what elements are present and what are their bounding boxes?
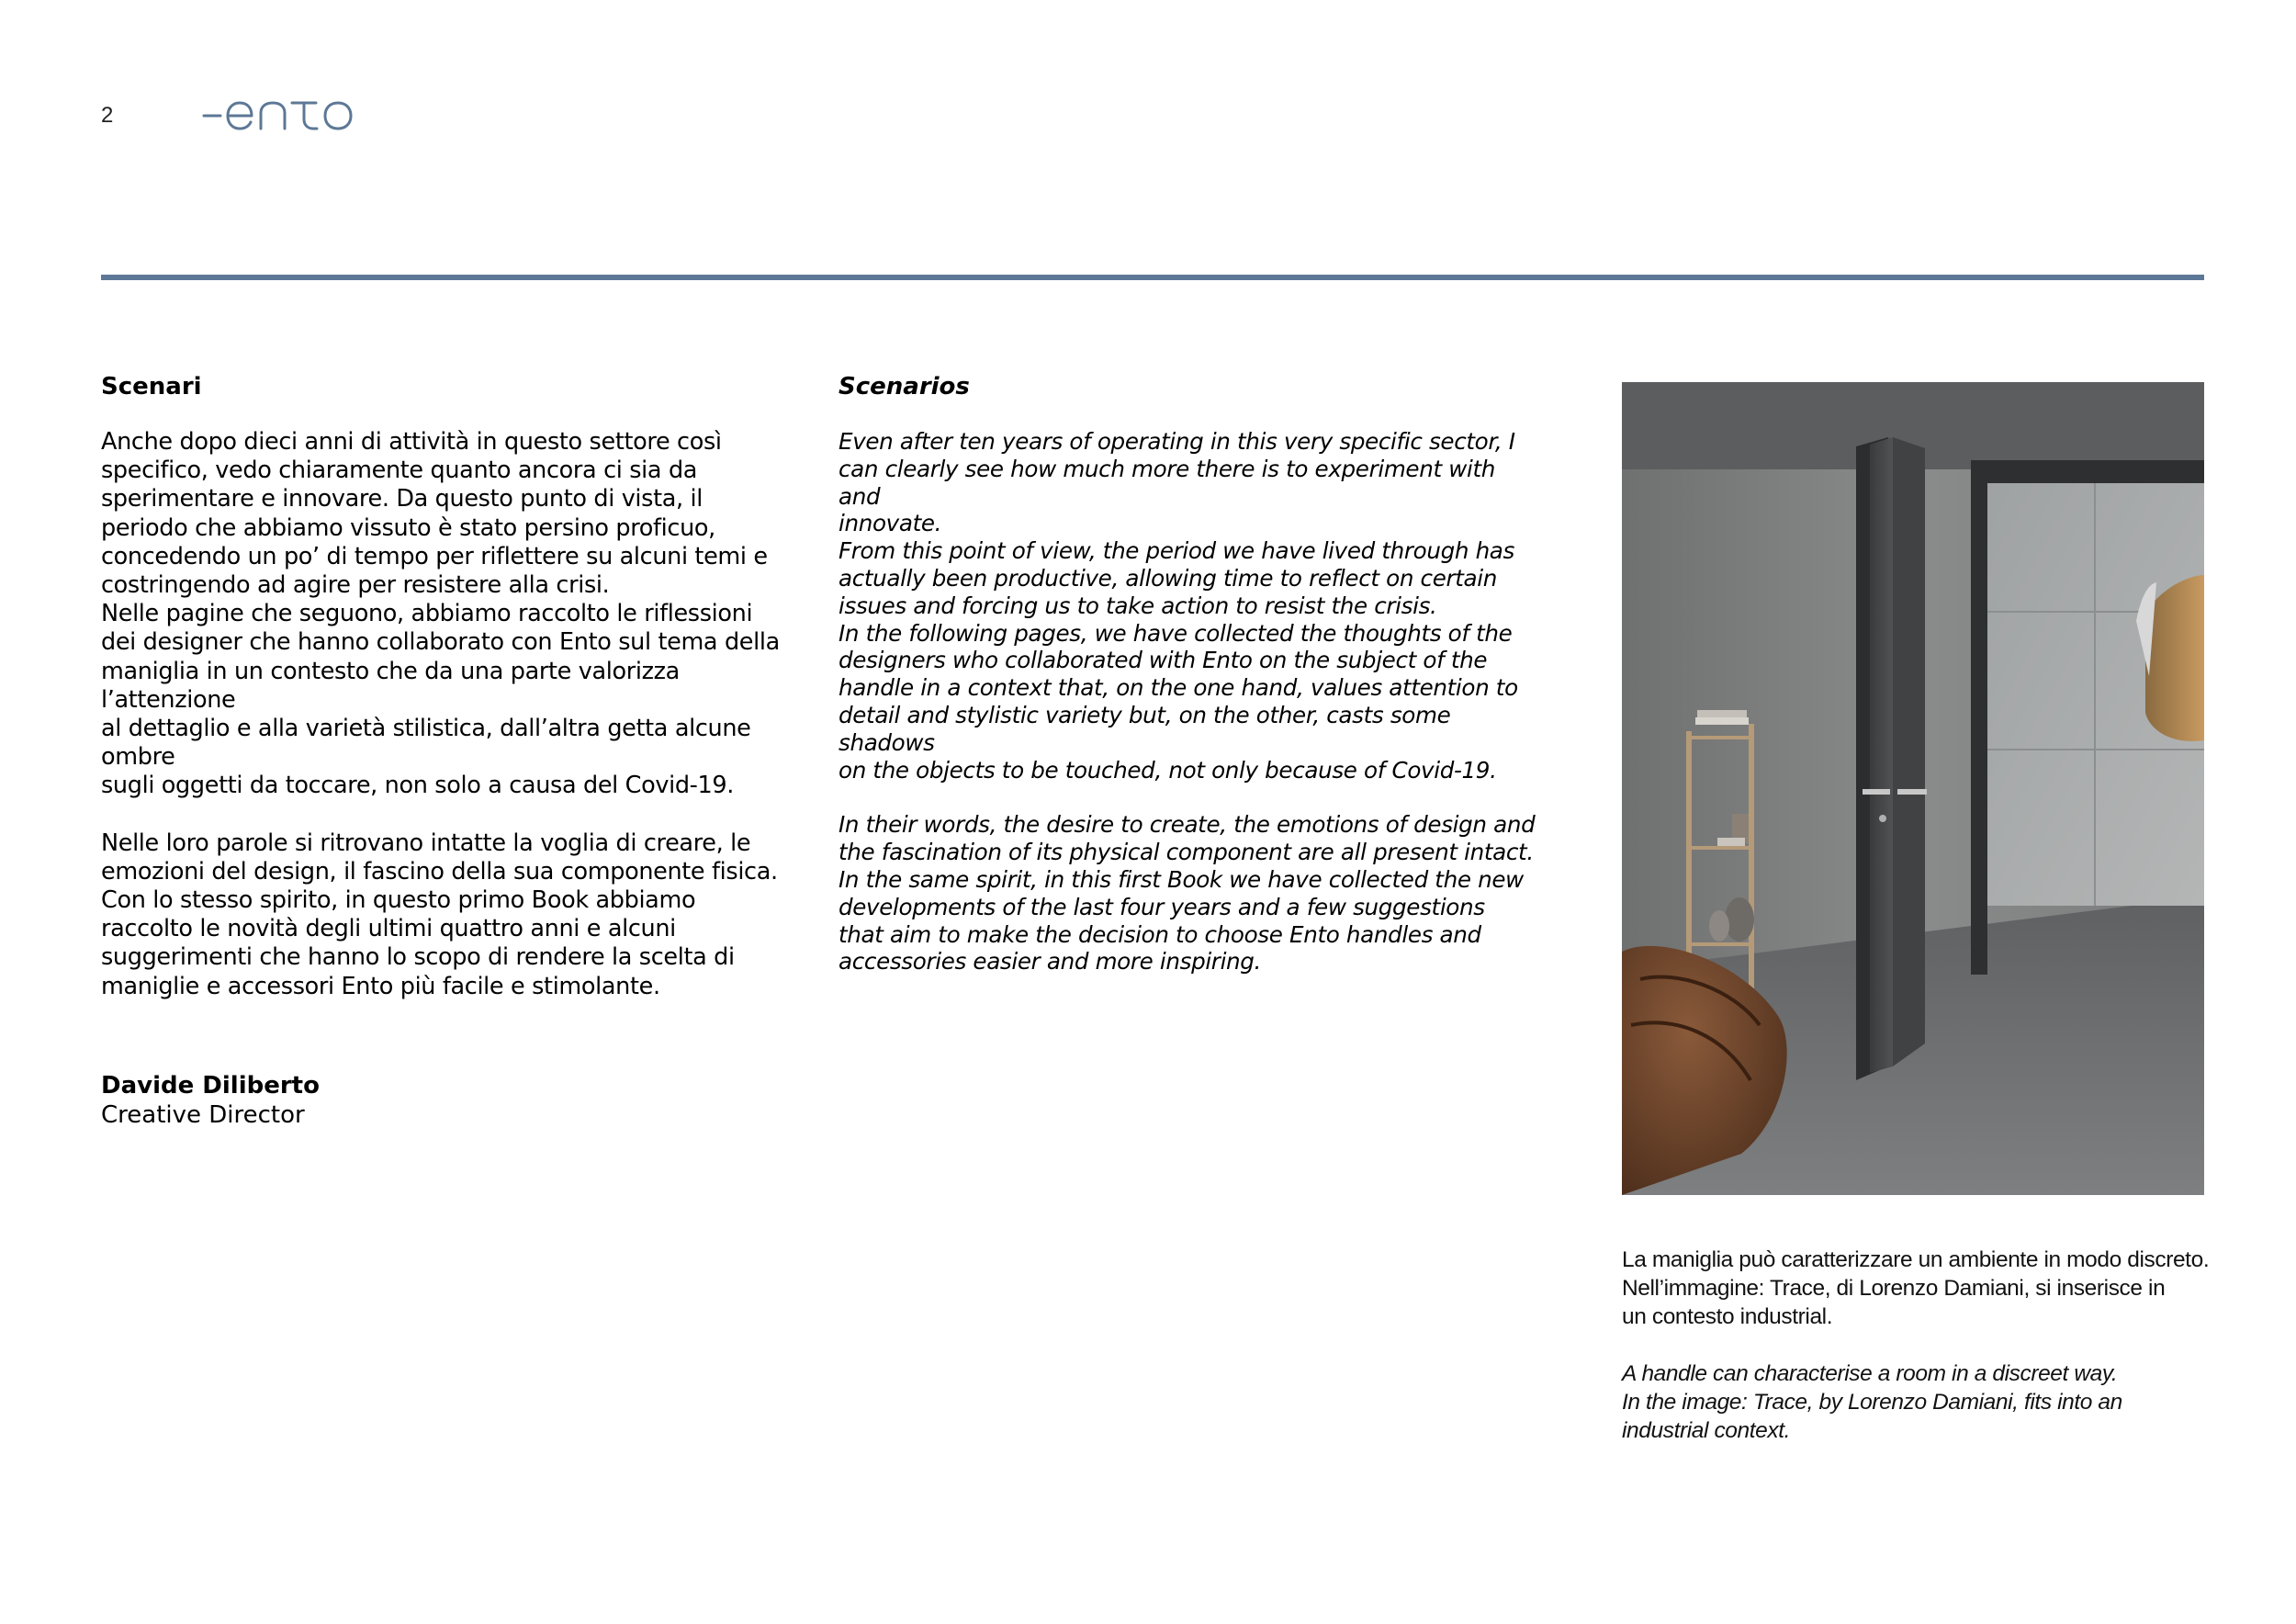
english-line: issues and forcing us to take action to resist the crisis.: [838, 592, 1437, 619]
italian-line: al dettaglio e alla varietà stilistica, dall’altra getta alcune ombre: [101, 715, 751, 772]
italian-line: maniglie e accessori Ento più facile e stimolante.: [101, 972, 660, 1000]
english-line: In the same spirit, in this first Book we have collected the new: [838, 865, 1524, 893]
caption-english-line: industrial context.: [1622, 1418, 1791, 1443]
italian-line: Nelle pagine che seguono, abbiamo raccolto le riflessioni: [101, 600, 753, 628]
author-name: Davide Diliberto: [101, 1072, 320, 1100]
interior-scene: [1622, 382, 2204, 1195]
english-line: detail and stylistic variety but, on the other, casts some shadows: [838, 701, 1451, 756]
english-line: innovate.: [838, 510, 942, 537]
english-line: In their words, the desire to create, the emotions of design and: [838, 811, 1536, 839]
english-line: handle in a context that, on the one hand, values attention to: [838, 674, 1518, 702]
italian-line: periodo che abbiamo vissuto è stato persino proficuo,: [101, 513, 715, 542]
italian-line: specifico, vedo chiaramente quanto ancora ci sia da: [101, 457, 698, 485]
caption-english-line: In the image: Trace, by Lorenzo Damiani, fits into an: [1622, 1390, 2122, 1415]
italian-line: Anche dopo dieci anni di attività in questo settore così: [101, 428, 722, 456]
english-line: From this point of view, the period we have lived through has: [838, 537, 1514, 565]
author-role: Creative Director: [101, 1101, 305, 1129]
english-column: [838, 371, 1536, 976]
caption-italian-line: La maniglia può caratterizzare un ambiente in modo discreto.: [1622, 1247, 2210, 1272]
english-line: Even after ten years of operating in this very specific sector, I: [838, 428, 1515, 455]
italian-line: Nelle loro parole si ritrovano intatte la voglia di creare, le: [101, 829, 751, 857]
signature: [101, 1071, 652, 1130]
italian-line: costringendo ad agire per resistere alla crisi.: [101, 571, 610, 600]
italian-line: concedendo un po’ di tempo per riflettere su alcuni temi e: [101, 542, 768, 570]
interior-illustration: [1622, 382, 2204, 1195]
italian-line: raccolto le novità degli ultimi quattro anni e alcuni: [101, 915, 676, 943]
caption-italian-line: un contesto industrial.: [1622, 1304, 1833, 1329]
header-divider: [101, 275, 2204, 280]
ento-logo: [200, 88, 366, 140]
english-heading: Scenarios: [838, 373, 970, 400]
english-line: designers who collaborated with Ento on the subject of the: [838, 647, 1488, 674]
page-number: 2: [101, 103, 114, 128]
italian-line: maniglia in un contesto che da una parte valorizza l’attenzione: [101, 657, 680, 714]
italian-line: sugli oggetti da toccare, non solo a causa del Covid-19.: [101, 772, 735, 800]
english-line: the fascination of its physical component are all present intact.: [838, 839, 1534, 866]
english-line: developments of the last four years and a few suggestions: [838, 893, 1485, 920]
italian-line: sperimentare e innovare. Da questo punto di vista, il: [101, 485, 703, 513]
ento-logo-mark: [200, 88, 366, 140]
caption-english-line: A handle can characterise a room in a discreet way.: [1622, 1361, 2118, 1386]
english-line: actually been productive, allowing time to reflect on certain: [838, 564, 1497, 592]
english-line: accessories easier and more inspiring.: [838, 948, 1262, 976]
image-caption: [1622, 1246, 2228, 1445]
italian-line: suggerimenti che hanno lo scopo di rendere la scelta di: [101, 943, 735, 972]
italian-line: Con lo stesso spirito, in questo primo Book abbiamo: [101, 886, 696, 915]
caption-italian-line: Nell’immagine: Trace, di Lorenzo Damiani, si inserisce in: [1622, 1276, 2166, 1301]
english-line: on the objects to be touched, not only because of Covid-19.: [838, 756, 1497, 784]
interior-photo: [1622, 382, 2204, 1195]
italian-line: emozioni del design, il fascino della sua componente fisica.: [101, 857, 778, 885]
italian-line: dei designer che hanno collaborato con Ento sul tema della: [101, 628, 780, 657]
english-line: In the following pages, we have collected the thoughts of the: [838, 619, 1513, 647]
italian-heading: Scenari: [101, 373, 202, 400]
italian-column: [101, 371, 799, 1001]
english-line: can clearly see how much more there is to experiment with and: [838, 455, 1495, 510]
english-line: that aim to make the decision to choose Ento handles and: [838, 920, 1481, 948]
